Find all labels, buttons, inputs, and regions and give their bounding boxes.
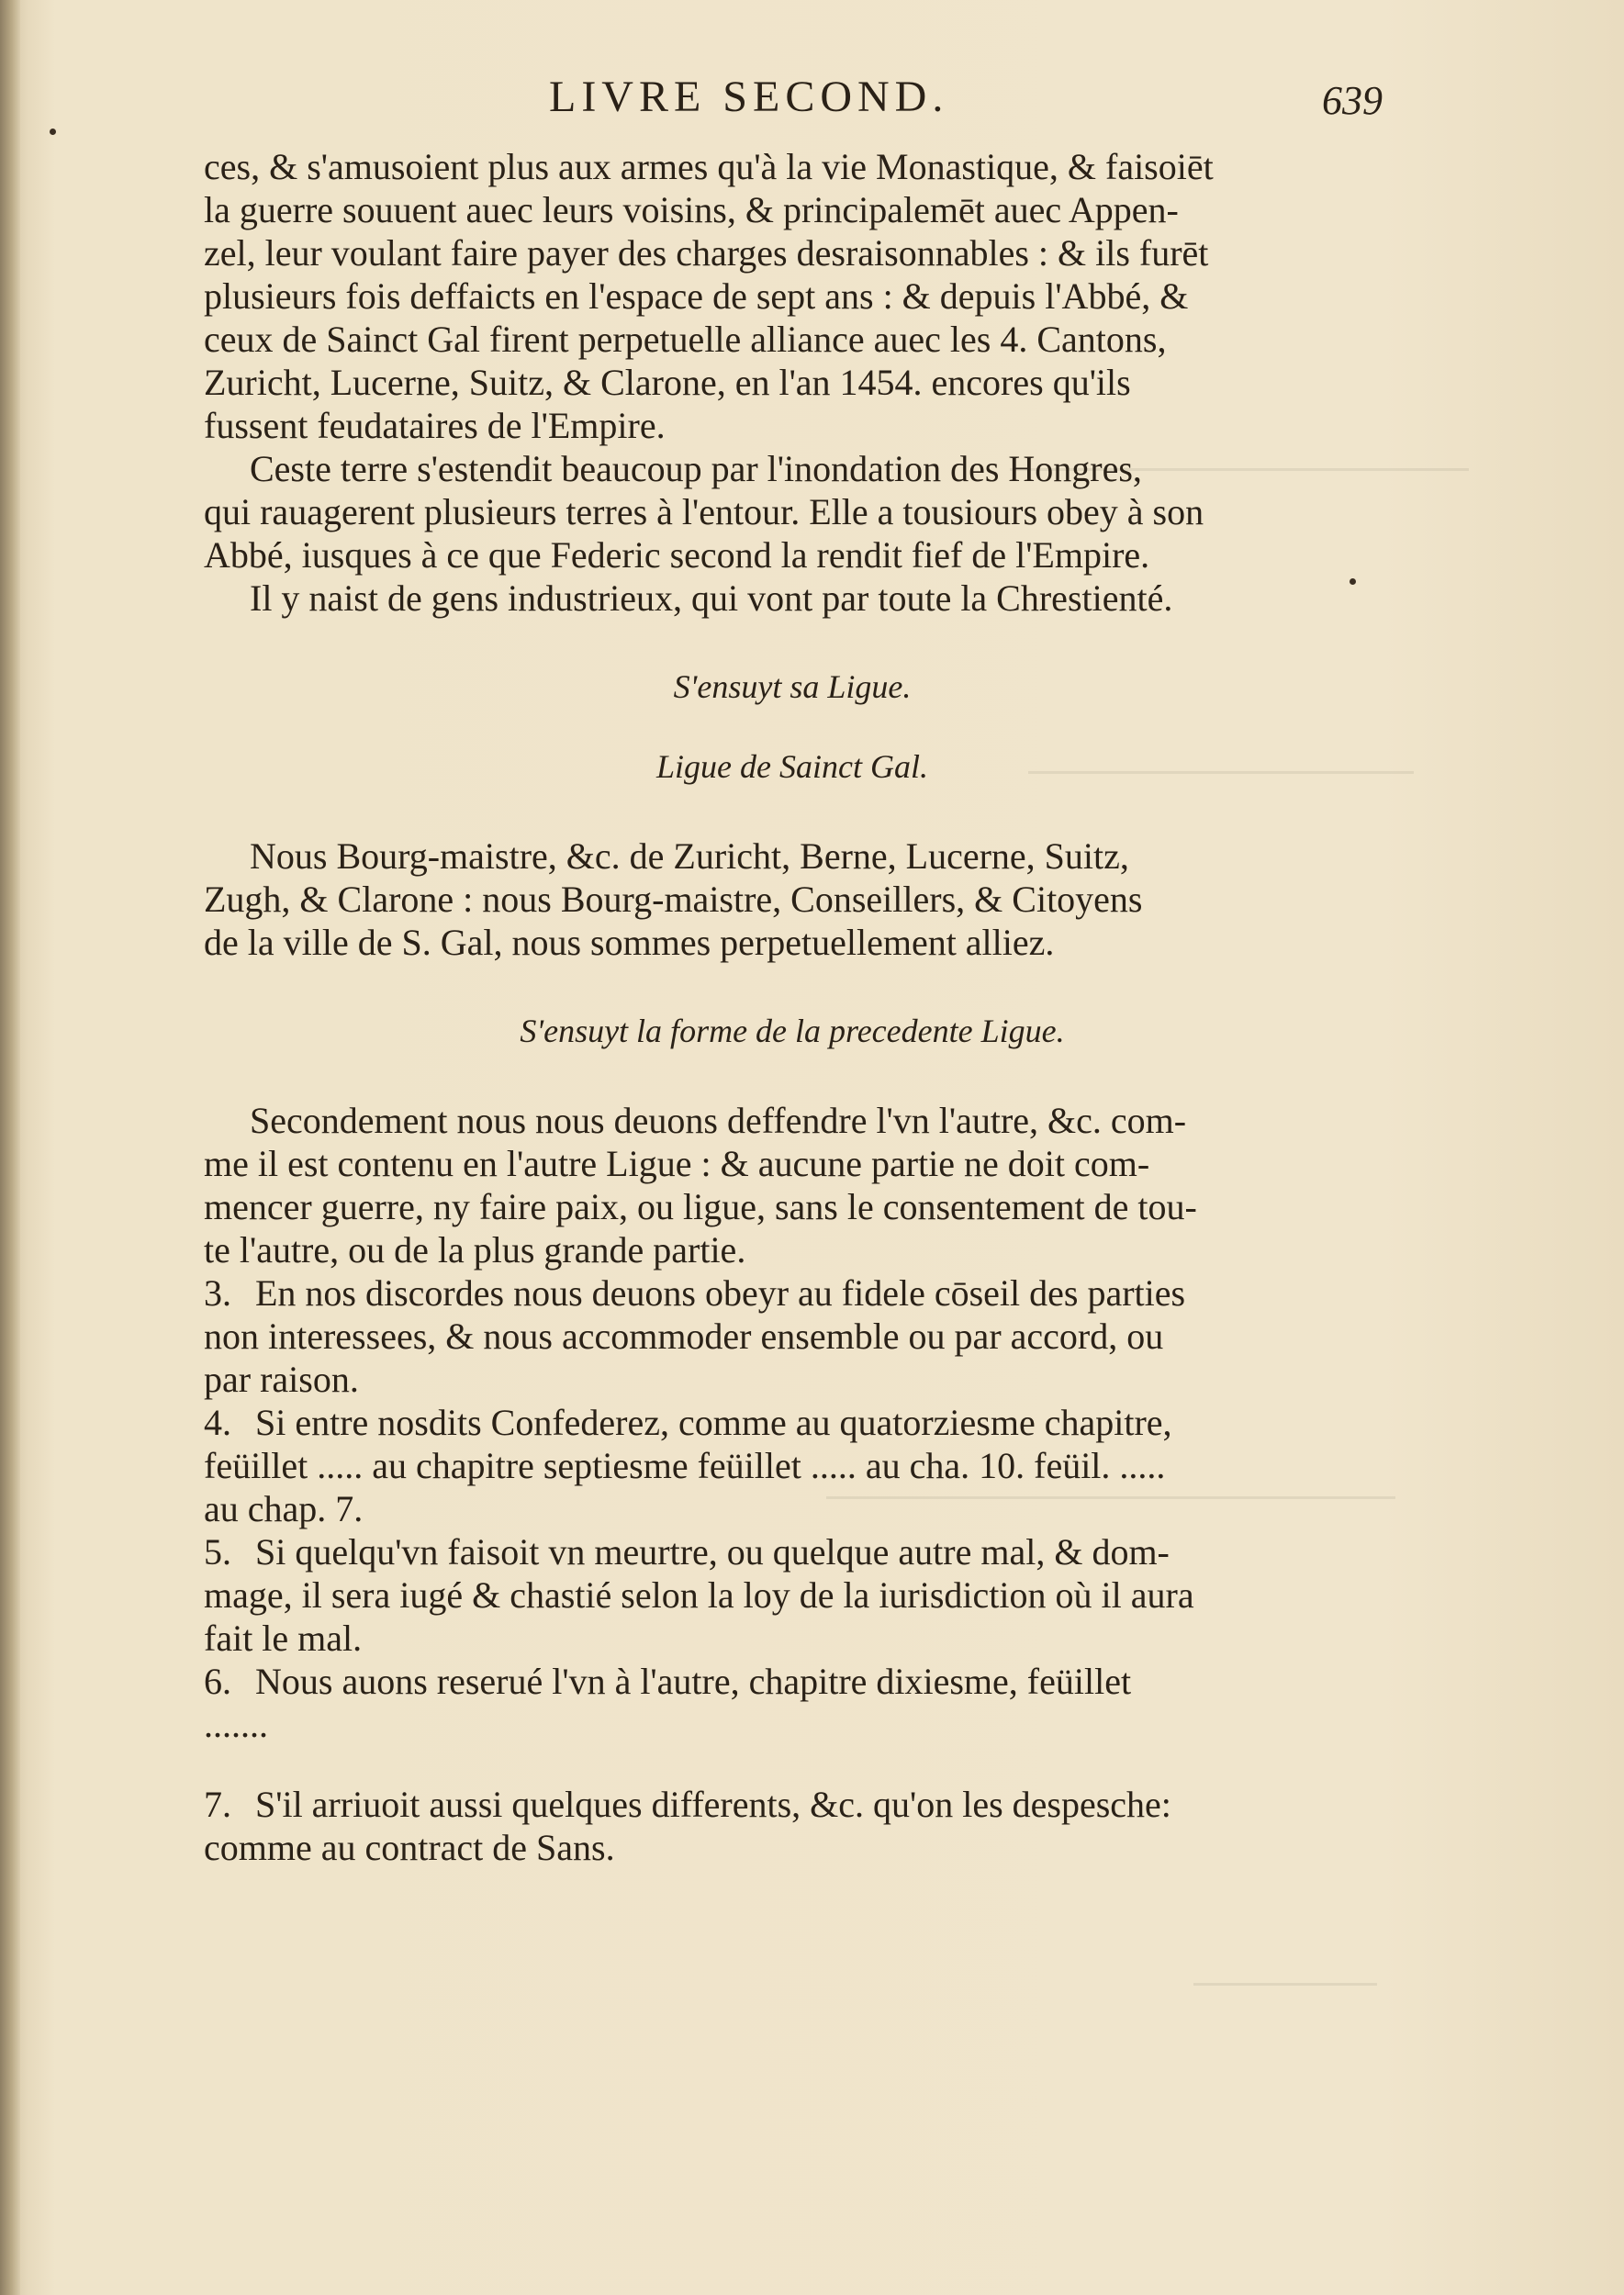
- text-line: fussent feudataires de l'Empire.: [204, 405, 666, 446]
- numbered-item: [204, 1271, 1381, 1401]
- text-line: la guerre souuent auec leurs voisins, & principalemēt auec Appen-: [204, 189, 1179, 230]
- item-number: 7.: [204, 1784, 231, 1825]
- item-number: 4.: [204, 1402, 231, 1443]
- paragraph: [204, 145, 1381, 447]
- text-line: Zuricht, Lucerne, Suitz, & Clarone, en l'an 1454. encores qu'ils: [204, 362, 1131, 403]
- text-line: plusieurs fois deffaicts en l'espace de sept ans : & depuis l'Abbé, &: [204, 275, 1189, 317]
- text-line: te l'autre, ou de la plus grande partie.: [204, 1229, 746, 1271]
- text-line: au chap. 7.: [204, 1488, 364, 1529]
- text-line: En nos discordes nous deuons obeyr au fidele cōseil des parties: [255, 1272, 1186, 1314]
- paragraph: [204, 1099, 1381, 1271]
- text-line: zel, leur voulant faire payer des charges desraisonnables : & ils furēt: [204, 232, 1209, 274]
- show-through-mark: [1193, 1946, 1377, 1986]
- text-line: Secondement nous nous deuons deffendre l'vn l'autre, &c. com-: [250, 1100, 1187, 1141]
- page-number: 639: [1322, 78, 1383, 123]
- text-line: Nous Bourg-maistre, &c. de Zuricht, Berne, Lucerne, Suitz,: [250, 835, 1129, 877]
- paragraph: [204, 834, 1381, 964]
- text-line: Ceste terre s'estendit beaucoup par l'inondation des Hongres,: [250, 448, 1142, 489]
- running-head: LIVRE SECOND.: [549, 73, 949, 121]
- paragraph: [204, 447, 1381, 620]
- text-line: ces, & s'amusoient plus aux armes qu'à la vie Monastique, & faisoiēt: [204, 146, 1214, 187]
- ink-mark: [50, 129, 56, 135]
- text-line: qui rauagerent plusieurs terres à l'entour. Elle a tousiours obey à son: [204, 491, 1204, 532]
- text-line: Nous auons reserué l'vn à l'autre, chapitre dixiesme, feüillet: [255, 1661, 1132, 1702]
- section-heading: Ligue de Sainct Gal.: [656, 748, 928, 785]
- text-line: Il y naist de gens industrieux, qui vont par toute la Chrestienté.: [250, 577, 1173, 619]
- page-header: [0, 72, 1624, 127]
- text-line: .......: [204, 1704, 268, 1745]
- text-line: comme au contract de Sans.: [204, 1827, 615, 1868]
- text-line: non interessees, & nous accommoder ensemble ou par accord, ou: [204, 1315, 1164, 1357]
- text-line: ceux de Sainct Gal firent perpetuelle alliance auec les 4. Cantons,: [204, 319, 1167, 360]
- item-number: 6.: [204, 1661, 231, 1702]
- text-line: mage, il sera iugé & chastié selon la loy de la iurisdiction où il aura: [204, 1574, 1194, 1616]
- text-line: Si quelqu'vn faisoit vn meurtre, ou quelque autre mal, & dom-: [255, 1531, 1170, 1573]
- text-line: fait le mal.: [204, 1618, 363, 1659]
- text-line: S'il arriuoit aussi quelques differents, &c. qu'on les despesche:: [255, 1784, 1171, 1825]
- body-text: [204, 145, 1381, 1869]
- text-line: mencer guerre, ny faire paix, ou ligue, sans le consentement de tou-: [204, 1186, 1197, 1227]
- item-number: 5.: [204, 1531, 231, 1573]
- section-heading: S'ensuyt sa Ligue.: [673, 668, 912, 705]
- section-heading: S'ensuyt la forme de la precedente Ligue.: [520, 1013, 1065, 1049]
- item-number: 3.: [204, 1272, 231, 1314]
- numbered-item: [204, 1401, 1381, 1530]
- numbered-item: [204, 1530, 1381, 1660]
- text-line: me il est contenu en l'autre Ligue : & aucune partie ne doit com-: [204, 1143, 1150, 1184]
- text-line: feüillet ..... au chapitre septiesme feüillet ..... au cha. 10. feüil. .....: [204, 1445, 1166, 1486]
- text-line: Si entre nosdits Confederez, comme au quatorziesme chapitre,: [255, 1402, 1172, 1443]
- page-spine-shadow: [0, 0, 20, 2295]
- text-line: par raison.: [204, 1359, 359, 1400]
- numbered-item: [204, 1660, 1381, 1746]
- text-line: Abbé, iusques à ce que Federic second la rendit fief de l'Empire.: [204, 534, 1150, 576]
- text-line: de la ville de S. Gal, nous sommes perpetuellement alliez.: [204, 922, 1055, 963]
- numbered-item: [204, 1783, 1381, 1869]
- text-line: Zugh, & Clarone : nous Bourg-maistre, Conseillers, & Citoyens: [204, 879, 1143, 920]
